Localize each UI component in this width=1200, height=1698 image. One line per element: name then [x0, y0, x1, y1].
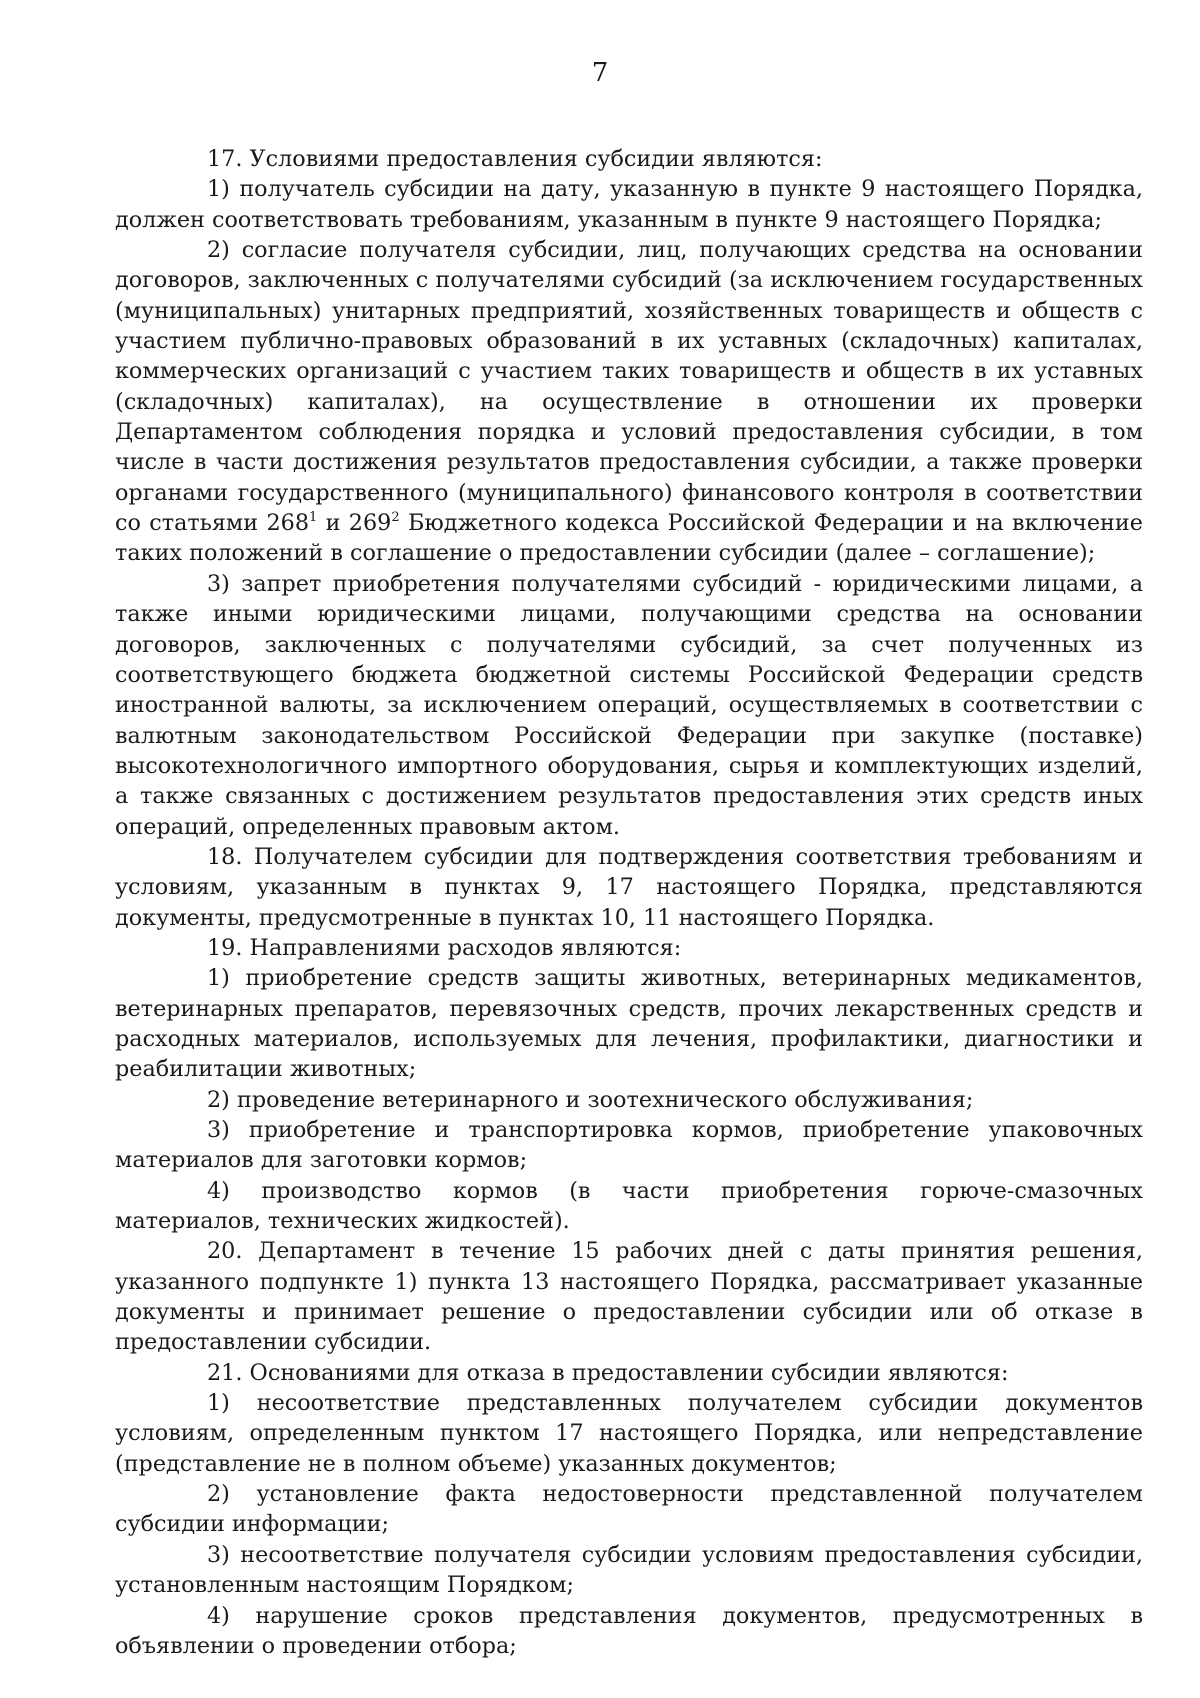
paragraph-19-2: 2) проведение ветеринарного и зоотехнического обслуживания; [207, 1086, 974, 1113]
page-number: 7 [591, 58, 609, 88]
paragraph-17-1: 1) получатель субсидии на дату, указанную в пункте 9 настоящего Порядка, должен соответствовать требованиям, указанным в пункте 9 настоящего Порядка; [115, 176, 1143, 233]
paragraph-19-4: 4) производство кормов (в части приобретения горюче-смазочных материалов, технических жидкостей). [115, 1177, 1143, 1235]
paragraph-18: 18. Получателем субсидии для подтверждения соответствия требованиям и условиям, указанным в пунктах 9, 17 настоящего Порядка, представляются документы, предусмотренные в пунктах 10, 11 настоящего Порядка. [115, 843, 1143, 931]
paragraph-17-3: 3) запрет приобретения получателями субсидий - юридическими лицами, а также иными юридическими лицами, получающими средства на основании договоров, заключенных с получателями субсидий, за счет полученных из соответствующего бюджета бюджетной системы Российской Федерации средств иностранной валюты, за исключением операций, осуществляемых в соответствии с валютным законодательством Российской Федерации при закупке (поставке) высокотехнологичного импортного оборудования, сырья и комплектующих изделий, а также связанных с достижением результатов предоставления этих средств иных операций, определенных правовым актом. [115, 570, 1143, 840]
paragraph-21-1: 1) несоответствие представленных получателем субсидии документов условиям, определенным пунктом 17 настоящего Порядка, или непредставление (представление не в полном объеме) указанных документов; [115, 1390, 1143, 1477]
paragraph-17: 17. Условиями предоставления субсидии являются: [207, 146, 823, 172]
footnote-superscript-1: 1 [309, 510, 318, 526]
paragraph-21-4: 4) нарушение сроков представления документов, предусмотренных в объявлении о проведении отбора; [115, 1602, 1143, 1659]
paragraph-17-2 [115, 235, 1143, 569]
paragraph-19: 19. Направлениями расходов являются: [207, 934, 682, 961]
paragraph-19-1: 1) приобретение средств защиты животных, ветеринарных медикаментов, ветеринарных препаратов, перевязочных средств, прочих лекарственных средств и расходных материалов, используемых для лечения, профилактики, диагностики и реабилитации животных; [115, 965, 1143, 1083]
document-body [115, 144, 1143, 1661]
paragraph-21: 21. Основаниями для отказа в предоставлении субсидии являются: [207, 1359, 1009, 1386]
paragraph-19-3: 3) приобретение и транспортировка кормов, приобретение упаковочных материалов для заготовки кормов; [115, 1117, 1143, 1174]
footnote-superscript-2: 2 [391, 510, 400, 526]
paragraph-17-2-tail: Бюджетного кодекса Российской Федерации и на включение таких положений в соглашение о предоставлении субсидии (далее – соглашение); [115, 510, 1143, 567]
paragraph-21-2: 2) установление факта недостоверности представленной получателем субсидии информации; [115, 1481, 1143, 1538]
paragraph-17-2-text: 2) согласие получателя субсидии, лиц, получающих средства на основании договоров, заключенных с получателями субсидий (за исключением государственных (муниципальных) унитарных предприятий, хозяйственных товариществ и обществ с участием публично-правовых образований в их уставных (складочных) капиталах, коммерческих организаций с участием таких товариществ и обществ в их уставных (складочных) капиталах), на осуществление в отношении их проверки Департаментом соблюдения порядка и условий предоставления субсидии, в том числе в части достижения результатов предоставления субсидии, а также проверки органами государственного (муниципального) финансового контроля в соответствии со статьями 268 [115, 237, 1143, 537]
paragraph-20: 20. Департамент в течение 15 рабочих дней с даты принятия решения, указанного подпункте 1) пункта 13 настоящего Порядка, рассматривает указанные документы и принимает решение о предоставлении субсидии или об отказе в предоставлении субсидии. [115, 1238, 1143, 1356]
paragraph-17-2-and: и 269 [317, 510, 392, 537]
paragraph-21-3: 3) несоответствие получателя субсидии условиям предоставления субсидии, установленным настоящим Порядком; [115, 1541, 1143, 1599]
